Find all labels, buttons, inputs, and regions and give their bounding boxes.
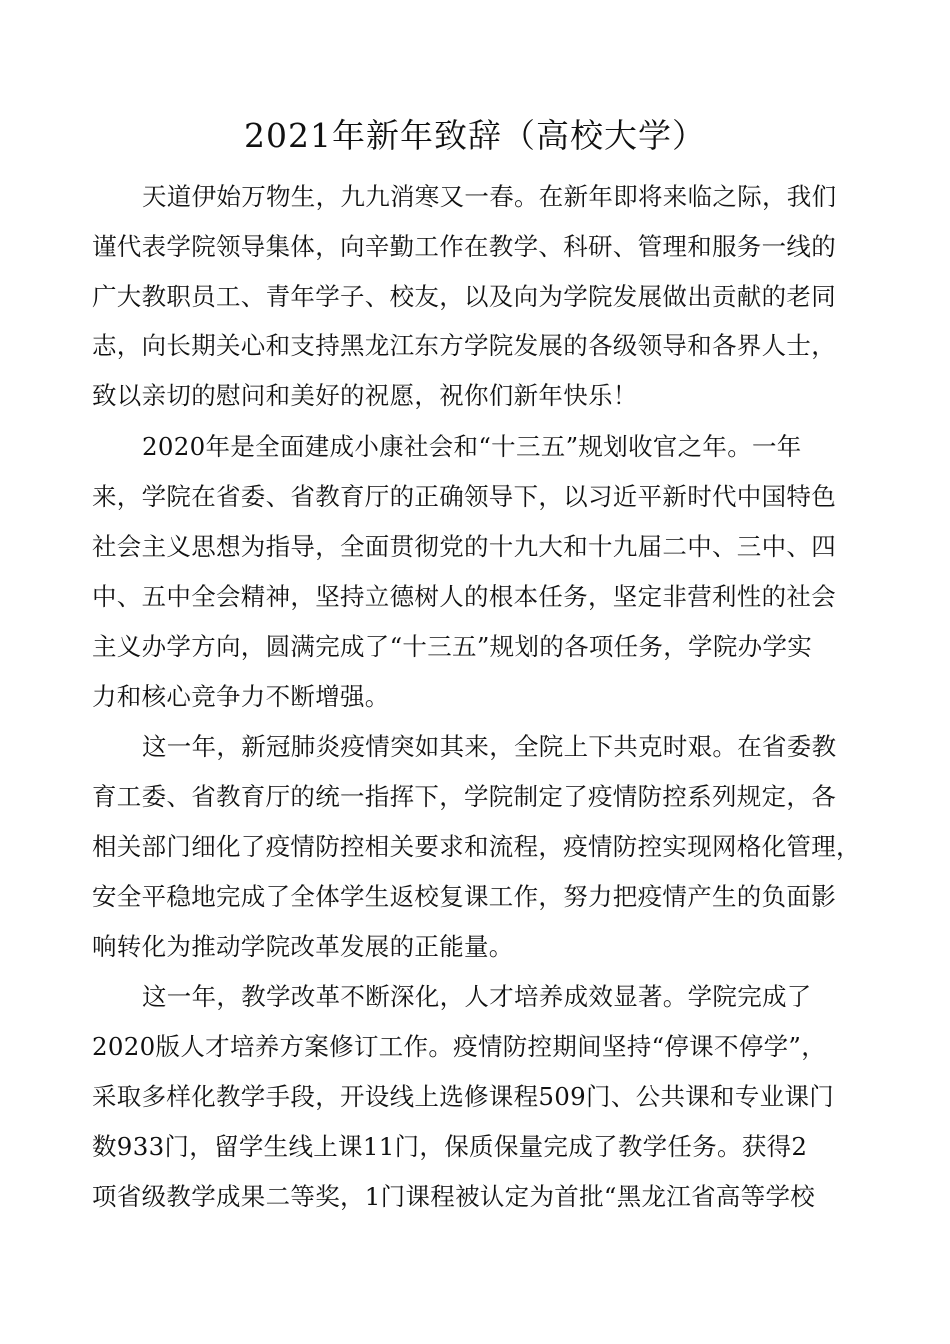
text-line: 志，向长期关心和支持黑龙江东方学院发展的各级领导和各界人士， — [92, 331, 836, 360]
text-line: 广大教职员工、青年学子、校友，以及向为学院发展做出贡献的老同 — [92, 282, 836, 311]
text-line: 育工委、省教育厅的统一指挥下，学院制定了疫情防控系列规定，各 — [92, 782, 836, 811]
text-line: 2020年是全面建成小康社会和“十三五”规划收官之年。一年 — [142, 432, 802, 461]
text-line: 相关部门细化了疫情防控相关要求和流程，疫情防控实现网格化管理， — [92, 832, 861, 861]
text-line: 主义办学方向，圆满完成了“十三五”规划的各项任务，学院办学实 — [92, 632, 813, 661]
document-title: 2021年新年致辞（高校大学） — [244, 116, 706, 155]
text-line: 这一年，教学改革不断深化，人才培养成效显著。学院完成了 — [142, 982, 812, 1011]
text-line: 数933门，留学生线上课11门，保质保量完成了教学任务。获得2 — [92, 1132, 808, 1161]
text-line: 响转化为推动学院改革发展的正能量。 — [92, 932, 514, 961]
text-line: 致以亲切的慰问和美好的祝愿，祝你们新年快乐！ — [92, 381, 638, 410]
text-line: 这一年，新冠肺炎疫情突如其来，全院上下共克时艰。在省委教 — [142, 732, 837, 761]
text-line: 2020版人才培养方案修订工作。疫情防控期间坚持“停课不停学”， — [92, 1032, 826, 1061]
text-line: 天道伊始万物生，九九消寒又一春。在新年即将来临之际，我们 — [142, 182, 837, 211]
text-line: 中、五中全会精神，坚持立德树人的根本任务，坚定非营利性的社会 — [92, 582, 836, 611]
text-line: 力和核心竞争力不断增强。 — [92, 682, 390, 711]
text-line: 安全平稳地完成了全体学生返校复课工作，努力把疫情产生的负面影 — [92, 882, 836, 911]
text-line: 项省级教学成果二等奖，1门课程被认定为首批“黑龙江省高等学校 — [92, 1182, 816, 1211]
text-line: 采取多样化教学手段，开设线上选修课程509门、公共课和专业课门 — [92, 1082, 835, 1111]
text-line: 谨代表学院领导集体，向辛勤工作在教学、科研、管理和服务一线的 — [92, 232, 836, 261]
text-line: 社会主义思想为指导，全面贯彻党的十九大和十九届二中、三中、四 — [92, 532, 836, 561]
text-line: 来，学院在省委、省教育厅的正确领导下，以习近平新时代中国特色 — [92, 482, 836, 511]
